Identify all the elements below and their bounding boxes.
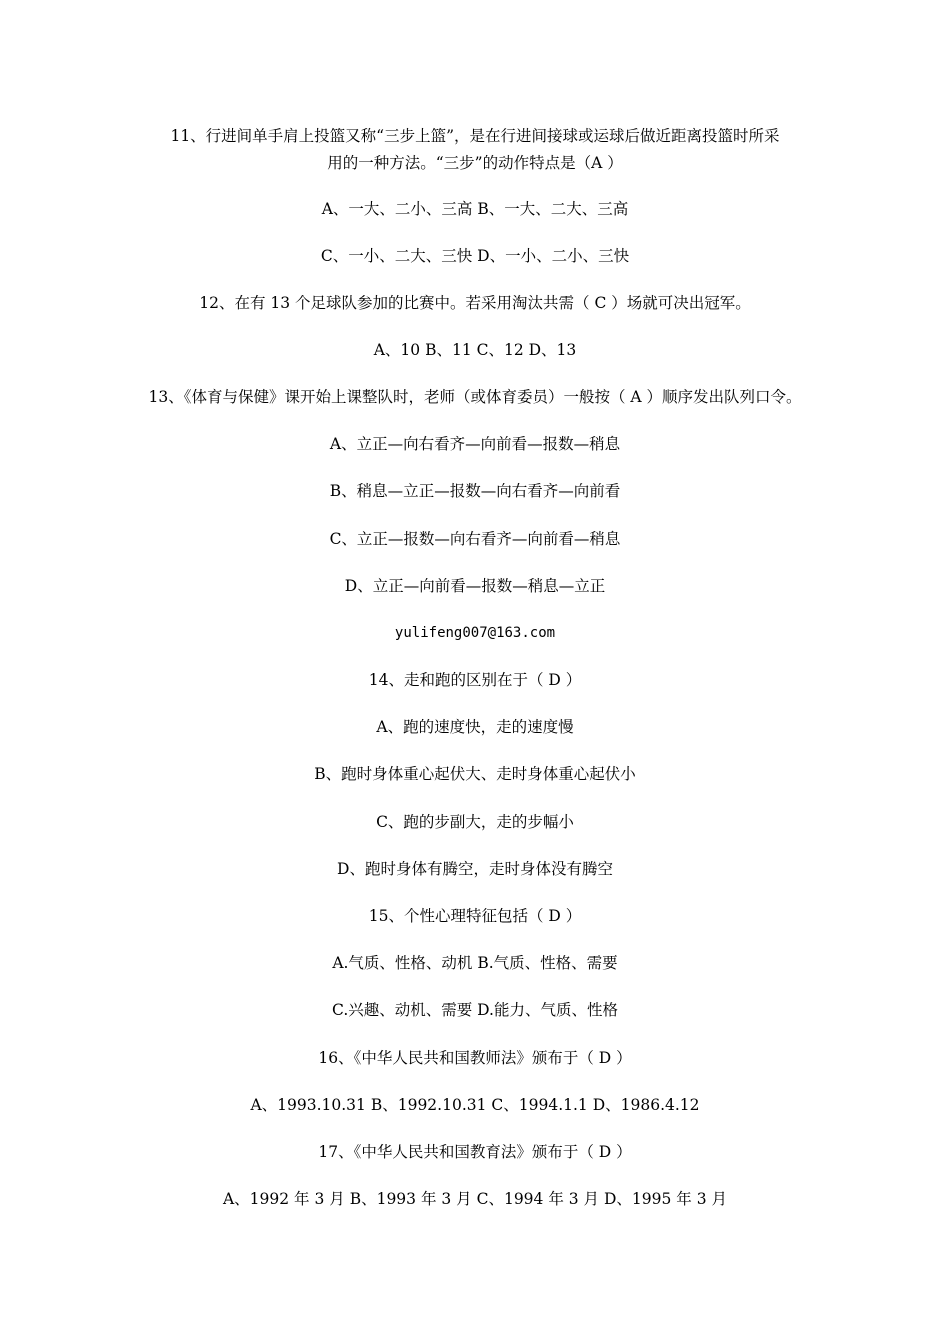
question-14-option-a: A、跑的速度快，走的速度慢 xyxy=(376,718,574,736)
question-15-options-ab: A.气质、性格、动机 B.气质、性格、需要 xyxy=(332,954,618,972)
question-13-stem: 13、《体育与保健》课开始上课整队时，老师（或体育委员）一般按（ A ）顺序发出队列口令。 xyxy=(148,388,802,406)
question-11-options-ab: A、一大、二小、三高 B、一大、二大、三高 xyxy=(321,200,629,218)
question-17-options: A、1992 年 3 月 B、1993 年 3 月 C、1994 年 3 月 D、1995 年 3 月 xyxy=(222,1190,727,1208)
question-14-stem: 14、走和跑的区别在于（ D ） xyxy=(368,671,582,689)
question-17-stem: 17、《中华人民共和国教育法》颁布于（ D ） xyxy=(318,1143,632,1161)
question-13-option-a: A、立正—向右看齐—向前看—报数—稍息 xyxy=(329,435,621,453)
question-11-stem-line-2: 用的一种方法。“三步”的动作特点是（A ） xyxy=(327,154,623,172)
email-line: yulifeng007@163.com xyxy=(394,625,556,641)
question-15-options-cd: C.兴趣、动机、需要 D.能力、气质、性格 xyxy=(332,1001,618,1019)
question-13-option-c: C、立正—报数—向右看齐—向前看—稍息 xyxy=(329,530,621,548)
question-16-stem: 16、《中华人民共和国教师法》颁布于（ D ） xyxy=(318,1049,632,1067)
question-14-option-d: D、跑时身体有腾空，走时身体没有腾空 xyxy=(337,860,613,878)
question-16-options: A、1993.10.31 B、1992.10.31 C、1994.1.1 D、1986.4.12 xyxy=(250,1096,700,1114)
question-13-option-b: B、稍息—立正—报数—向右看齐—向前看 xyxy=(329,482,621,500)
question-11-stem-line-1: 11、行进间单手肩上投篮又称“三步上篮”，是在行进间接球或运球后做近距离投篮时所采 xyxy=(170,127,780,145)
question-11-options-cd: C、一小、二大、三快 D、一小、二小、三快 xyxy=(320,247,630,265)
question-15-stem: 15、个性心理特征包括（ D ） xyxy=(368,907,582,925)
question-14-option-c: C、跑的步副大，走的步幅小 xyxy=(376,813,574,831)
question-12-stem: 12、在有 13 个足球队参加的比赛中。若采用淘汰共需（ C ）场就可决出冠军。 xyxy=(199,294,751,312)
question-14-option-b: B、跑时身体重心起伏大、走时身体重心起伏小 xyxy=(314,765,636,783)
question-12-options: A、10 B、11 C、12 D、13 xyxy=(373,341,577,359)
question-13-option-d: D、立正—向前看—报数—稍息—立正 xyxy=(344,577,606,595)
